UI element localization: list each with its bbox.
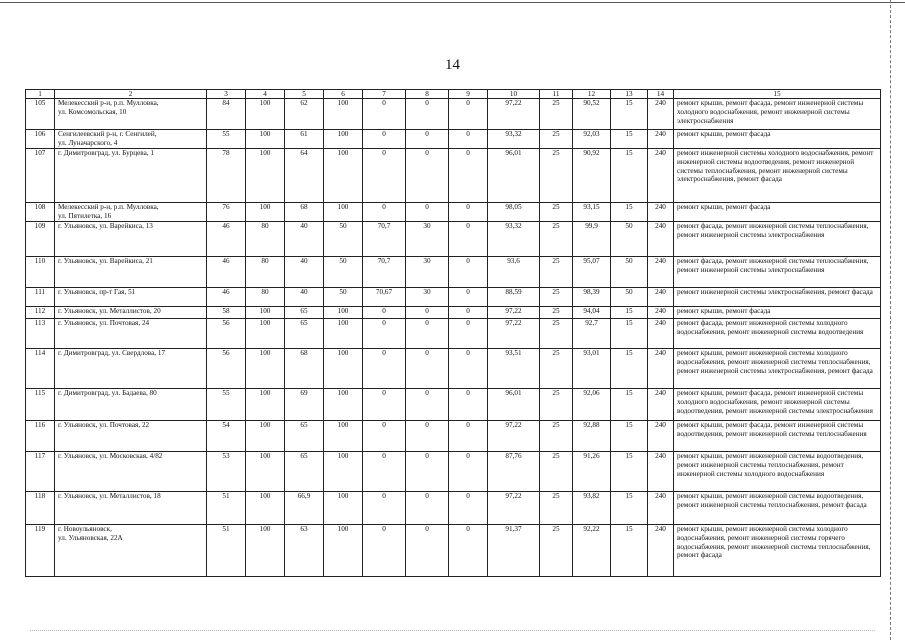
value-cell: 50: [611, 288, 648, 307]
value-cell: 240: [648, 525, 674, 577]
value-cell: 98,39: [573, 288, 611, 307]
value-cell: 240: [648, 389, 674, 421]
value-cell: 50: [324, 257, 363, 288]
value-cell: 62: [285, 99, 324, 130]
value-cell: 65: [285, 319, 324, 349]
value-cell: 0: [363, 319, 406, 349]
table-row: [26, 525, 881, 577]
works-cell: ремонт фасада, ремонт инженерной системы теплоснабжения, ремонт инженерной системы электроснабжения: [674, 257, 881, 288]
value-cell: 0: [363, 525, 406, 577]
value-cell: 80: [246, 222, 285, 257]
value-cell: 69: [285, 389, 324, 421]
works-cell: ремонт крыши, ремонт инженерной системы водоотведения, ремонт инженерной системы теплоснабжения, ремонт фасада: [674, 492, 881, 525]
value-cell: 88,59: [488, 288, 540, 307]
header-cell: 2: [55, 90, 207, 99]
value-cell: 100: [246, 421, 285, 452]
value-cell: 240: [648, 492, 674, 525]
value-cell: 56: [207, 319, 246, 349]
value-cell: 15: [611, 525, 648, 577]
value-cell: 25: [540, 288, 573, 307]
value-cell: 100: [246, 492, 285, 525]
header-cell: 5: [285, 90, 324, 99]
value-cell: 240: [648, 307, 674, 319]
value-cell: 50: [324, 222, 363, 257]
value-cell: 65: [285, 452, 324, 492]
value-cell: 0: [449, 203, 488, 222]
value-cell: 100: [324, 525, 363, 577]
value-cell: 0: [449, 257, 488, 288]
value-cell: 25: [540, 99, 573, 130]
header-cell: 4: [246, 90, 285, 99]
row-number: 119: [26, 525, 55, 577]
value-cell: 93,6: [488, 257, 540, 288]
scan-bottom-noise: [30, 630, 875, 631]
value-cell: 80: [246, 257, 285, 288]
value-cell: 99,9: [573, 222, 611, 257]
value-cell: 0: [449, 307, 488, 319]
value-cell: 15: [611, 421, 648, 452]
value-cell: 0: [363, 389, 406, 421]
value-cell: 0: [363, 130, 406, 149]
value-cell: 0: [449, 99, 488, 130]
value-cell: 25: [540, 203, 573, 222]
value-cell: 25: [540, 257, 573, 288]
address-cell: г. Ульяновск, пр-т Гая, 51: [55, 288, 207, 307]
table-row: [26, 452, 881, 492]
table-row: [26, 130, 881, 149]
header-cell: 10: [488, 90, 540, 99]
value-cell: 0: [363, 307, 406, 319]
value-cell: 100: [246, 130, 285, 149]
value-cell: 100: [324, 389, 363, 421]
value-cell: 0: [449, 525, 488, 577]
value-cell: 97,22: [488, 421, 540, 452]
value-cell: 50: [611, 257, 648, 288]
works-cell: ремонт крыши, ремонт фасада: [674, 307, 881, 319]
value-cell: 58: [207, 307, 246, 319]
scan-right-edge: [890, 0, 891, 640]
value-cell: 100: [324, 452, 363, 492]
header-cell: 13: [611, 90, 648, 99]
value-cell: 25: [540, 319, 573, 349]
value-cell: 15: [611, 389, 648, 421]
table-row: [26, 149, 881, 203]
row-number: 107: [26, 149, 55, 203]
works-cell: ремонт фасада, ремонт инженерной системы холодного водоснабжения, ремонт инженерной системы водоотведения: [674, 319, 881, 349]
value-cell: 0: [363, 349, 406, 389]
scan-top-edge: [0, 2, 905, 3]
value-cell: 64: [285, 149, 324, 203]
value-cell: 0: [363, 421, 406, 452]
value-cell: 40: [285, 222, 324, 257]
row-number: 111: [26, 288, 55, 307]
value-cell: 0: [363, 452, 406, 492]
value-cell: 97,22: [488, 99, 540, 130]
value-cell: 25: [540, 492, 573, 525]
value-cell: 92,7: [573, 319, 611, 349]
table-row: [26, 307, 881, 319]
value-cell: 240: [648, 319, 674, 349]
row-number: 114: [26, 349, 55, 389]
value-cell: 61: [285, 130, 324, 149]
header-cell: 9: [449, 90, 488, 99]
value-cell: 93,32: [488, 130, 540, 149]
value-cell: 15: [611, 149, 648, 203]
value-cell: 46: [207, 222, 246, 257]
value-cell: 100: [324, 421, 363, 452]
table-row: [26, 421, 881, 452]
value-cell: 0: [406, 203, 449, 222]
address-cell: г. Ульяновск, ул. Варейкиса, 21: [55, 257, 207, 288]
value-cell: 70,67: [363, 288, 406, 307]
works-cell: ремонт инженерной системы электроснабжения, ремонт фасада: [674, 288, 881, 307]
address-cell: г. Ульяновск, ул. Металлистов, 18: [55, 492, 207, 525]
value-cell: 92,03: [573, 130, 611, 149]
value-cell: 0: [406, 492, 449, 525]
address-cell: Мелекесский р-н, р.п. Мулловка, ул. Пятилетка, 16: [55, 203, 207, 222]
value-cell: 0: [406, 149, 449, 203]
value-cell: 240: [648, 421, 674, 452]
value-cell: 40: [285, 288, 324, 307]
table-body: [26, 99, 881, 577]
value-cell: 15: [611, 130, 648, 149]
value-cell: 92,88: [573, 421, 611, 452]
table-row: [26, 257, 881, 288]
table-row: [26, 319, 881, 349]
value-cell: 95,07: [573, 257, 611, 288]
value-cell: 100: [246, 307, 285, 319]
value-cell: 46: [207, 257, 246, 288]
value-cell: 0: [449, 222, 488, 257]
works-cell: ремонт инженерной системы холодного водоснабжения, ремонт инженерной системы водоотведения, ремонт инженерной системы теплоснабжения, ремонт инженерной системы электроснабжения, ремонт фасада: [674, 149, 881, 203]
works-cell: ремонт крыши, ремонт фасада, ремонт инженерной системы холодного водоснабжения, ремонт инженерной системы электроснабжения: [674, 99, 881, 130]
value-cell: 90,52: [573, 99, 611, 130]
value-cell: 70,7: [363, 222, 406, 257]
header-cell: 12: [573, 90, 611, 99]
table-row: [26, 349, 881, 389]
works-cell: ремонт крыши, ремонт инженерной системы холодного водоснабжения, ремонт инженерной системы теплоснабжения, ремонт инженерной системы электроснабжения, ремонт фасада: [674, 349, 881, 389]
row-number: 108: [26, 203, 55, 222]
value-cell: 100: [246, 389, 285, 421]
value-cell: 0: [449, 349, 488, 389]
row-number: 109: [26, 222, 55, 257]
header-cell: 15: [674, 90, 881, 99]
value-cell: 100: [246, 452, 285, 492]
value-cell: 93,15: [573, 203, 611, 222]
value-cell: 15: [611, 319, 648, 349]
table-row: [26, 222, 881, 257]
value-cell: 100: [324, 99, 363, 130]
works-cell: ремонт крыши, ремонт инженерной системы водоотведения, ремонт инженерной системы теплоснабжения, ремонт инженерной системы холодного водоснабжения: [674, 452, 881, 492]
value-cell: 0: [406, 99, 449, 130]
value-cell: 97,22: [488, 319, 540, 349]
value-cell: 240: [648, 222, 674, 257]
value-cell: 92,06: [573, 389, 611, 421]
row-number: 115: [26, 389, 55, 421]
value-cell: 100: [324, 130, 363, 149]
value-cell: 0: [363, 99, 406, 130]
value-cell: 100: [246, 99, 285, 130]
value-cell: 92,22: [573, 525, 611, 577]
value-cell: 100: [246, 525, 285, 577]
value-cell: 0: [406, 389, 449, 421]
value-cell: 100: [246, 149, 285, 203]
works-cell: ремонт крыши, ремонт инженерной системы холодного водоснабжения, ремонт инженерной системы горячего водоснабжения, ремонт инженерной системы теплоснабжения, ремонт фасада: [674, 525, 881, 577]
value-cell: 50: [324, 288, 363, 307]
value-cell: 0: [406, 452, 449, 492]
value-cell: 97,22: [488, 492, 540, 525]
value-cell: 100: [324, 203, 363, 222]
value-cell: 0: [406, 421, 449, 452]
value-cell: 50: [611, 222, 648, 257]
header-cell: 8: [406, 90, 449, 99]
value-cell: 240: [648, 452, 674, 492]
address-cell: г. Ульяновск, ул. Металлистов, 20: [55, 307, 207, 319]
value-cell: 0: [449, 319, 488, 349]
row-number: 113: [26, 319, 55, 349]
table-row: [26, 389, 881, 421]
works-cell: ремонт крыши, ремонт фасада: [674, 203, 881, 222]
value-cell: 25: [540, 149, 573, 203]
value-cell: 40: [285, 257, 324, 288]
value-cell: 100: [246, 349, 285, 389]
header-row: [26, 90, 881, 99]
value-cell: 100: [324, 492, 363, 525]
value-cell: 65: [285, 307, 324, 319]
value-cell: 0: [363, 149, 406, 203]
row-number: 112: [26, 307, 55, 319]
value-cell: 100: [324, 349, 363, 389]
value-cell: 0: [449, 389, 488, 421]
value-cell: 96,01: [488, 389, 540, 421]
value-cell: 98,05: [488, 203, 540, 222]
value-cell: 0: [449, 149, 488, 203]
works-cell: ремонт крыши, ремонт фасада, ремонт инженерной системы холодного водоснабжения, ремонт инженерной системы водоотведения, ремонт инженерной системы электроснабжения: [674, 389, 881, 421]
value-cell: 30: [406, 288, 449, 307]
header-cell: 1: [26, 90, 55, 99]
value-cell: 100: [246, 319, 285, 349]
value-cell: 240: [648, 149, 674, 203]
value-cell: 51: [207, 525, 246, 577]
row-number: 117: [26, 452, 55, 492]
table-row: [26, 99, 881, 130]
works-cell: ремонт крыши, ремонт фасада, ремонт инженерной системы водоотведения, ремонт инженерной системы теплоснабжения: [674, 421, 881, 452]
value-cell: 93,32: [488, 222, 540, 257]
address-cell: г. Димитровград, ул. Свердлова, 17: [55, 349, 207, 389]
address-cell: г. Новоульяновск, ул. Ульяновская, 22А: [55, 525, 207, 577]
value-cell: 240: [648, 288, 674, 307]
value-cell: 93,51: [488, 349, 540, 389]
value-cell: 25: [540, 421, 573, 452]
header-cell: 3: [207, 90, 246, 99]
value-cell: 93,82: [573, 492, 611, 525]
row-number: 110: [26, 257, 55, 288]
repair-table: [25, 89, 881, 577]
value-cell: 55: [207, 130, 246, 149]
value-cell: 70,7: [363, 257, 406, 288]
value-cell: 0: [406, 307, 449, 319]
value-cell: 46: [207, 288, 246, 307]
header-cell: 6: [324, 90, 363, 99]
value-cell: 25: [540, 222, 573, 257]
value-cell: 240: [648, 257, 674, 288]
address-cell: г. Ульяновск, ул. Московская, 4/82: [55, 452, 207, 492]
address-cell: г. Димитровград, ул. Бурцева, 1: [55, 149, 207, 203]
value-cell: 100: [324, 307, 363, 319]
value-cell: 0: [449, 288, 488, 307]
value-cell: 25: [540, 389, 573, 421]
page-number: 14: [445, 57, 460, 73]
value-cell: 63: [285, 525, 324, 577]
value-cell: 25: [540, 452, 573, 492]
value-cell: 0: [449, 421, 488, 452]
value-cell: 25: [540, 307, 573, 319]
value-cell: 97,22: [488, 307, 540, 319]
value-cell: 76: [207, 203, 246, 222]
value-cell: 0: [406, 130, 449, 149]
value-cell: 30: [406, 257, 449, 288]
table-row: [26, 203, 881, 222]
header-cell: 7: [363, 90, 406, 99]
value-cell: 94,04: [573, 307, 611, 319]
value-cell: 15: [611, 349, 648, 389]
value-cell: 15: [611, 307, 648, 319]
value-cell: 65: [285, 421, 324, 452]
value-cell: 0: [449, 452, 488, 492]
value-cell: 68: [285, 203, 324, 222]
value-cell: 91,26: [573, 452, 611, 492]
works-cell: ремонт крыши, ремонт фасада: [674, 130, 881, 149]
value-cell: 78: [207, 149, 246, 203]
header-cell: 11: [540, 90, 573, 99]
value-cell: 240: [648, 203, 674, 222]
address-cell: г. Димитровград, ул. Бадаева, 80: [55, 389, 207, 421]
table-row: [26, 492, 881, 525]
value-cell: 68: [285, 349, 324, 389]
value-cell: 84: [207, 99, 246, 130]
value-cell: 30: [406, 222, 449, 257]
value-cell: 0: [449, 130, 488, 149]
value-cell: 96,01: [488, 149, 540, 203]
value-cell: 0: [449, 492, 488, 525]
value-cell: 0: [406, 349, 449, 389]
row-number: 116: [26, 421, 55, 452]
value-cell: 0: [363, 492, 406, 525]
value-cell: 100: [324, 319, 363, 349]
value-cell: 0: [363, 203, 406, 222]
address-cell: Мелекесский р-н, р.п. Мулловка, ул. Комсомольская, 10: [55, 99, 207, 130]
value-cell: 51: [207, 492, 246, 525]
value-cell: 100: [246, 203, 285, 222]
value-cell: 240: [648, 130, 674, 149]
value-cell: 0: [406, 319, 449, 349]
value-cell: 240: [648, 349, 674, 389]
value-cell: 54: [207, 421, 246, 452]
value-cell: 240: [648, 99, 674, 130]
value-cell: 93,01: [573, 349, 611, 389]
value-cell: 15: [611, 452, 648, 492]
address-cell: г. Ульяновск, ул. Варейкиса, 13: [55, 222, 207, 257]
works-cell: ремонт фасада, ремонт инженерной системы теплоснабжения, ремонт инженерной системы электроснабжения: [674, 222, 881, 257]
value-cell: 53: [207, 452, 246, 492]
address-cell: Сенгилеевский р-н, г. Сенгилей, ул. Луначарского, 4: [55, 130, 207, 149]
value-cell: 55: [207, 389, 246, 421]
row-number: 118: [26, 492, 55, 525]
header-cell: 14: [648, 90, 674, 99]
value-cell: 87,76: [488, 452, 540, 492]
value-cell: 15: [611, 99, 648, 130]
value-cell: 80: [246, 288, 285, 307]
value-cell: 100: [324, 149, 363, 203]
row-number: 106: [26, 130, 55, 149]
value-cell: 15: [611, 492, 648, 525]
table-row: [26, 288, 881, 307]
value-cell: 25: [540, 525, 573, 577]
value-cell: 90,92: [573, 149, 611, 203]
value-cell: 66,9: [285, 492, 324, 525]
address-cell: г. Ульяновск, ул. Почтовая, 22: [55, 421, 207, 452]
value-cell: 91,37: [488, 525, 540, 577]
address-cell: г. Ульяновск, ул. Почтовая, 24: [55, 319, 207, 349]
value-cell: 56: [207, 349, 246, 389]
row-number: 105: [26, 99, 55, 130]
value-cell: 0: [406, 525, 449, 577]
value-cell: 25: [540, 349, 573, 389]
value-cell: 25: [540, 130, 573, 149]
value-cell: 15: [611, 203, 648, 222]
